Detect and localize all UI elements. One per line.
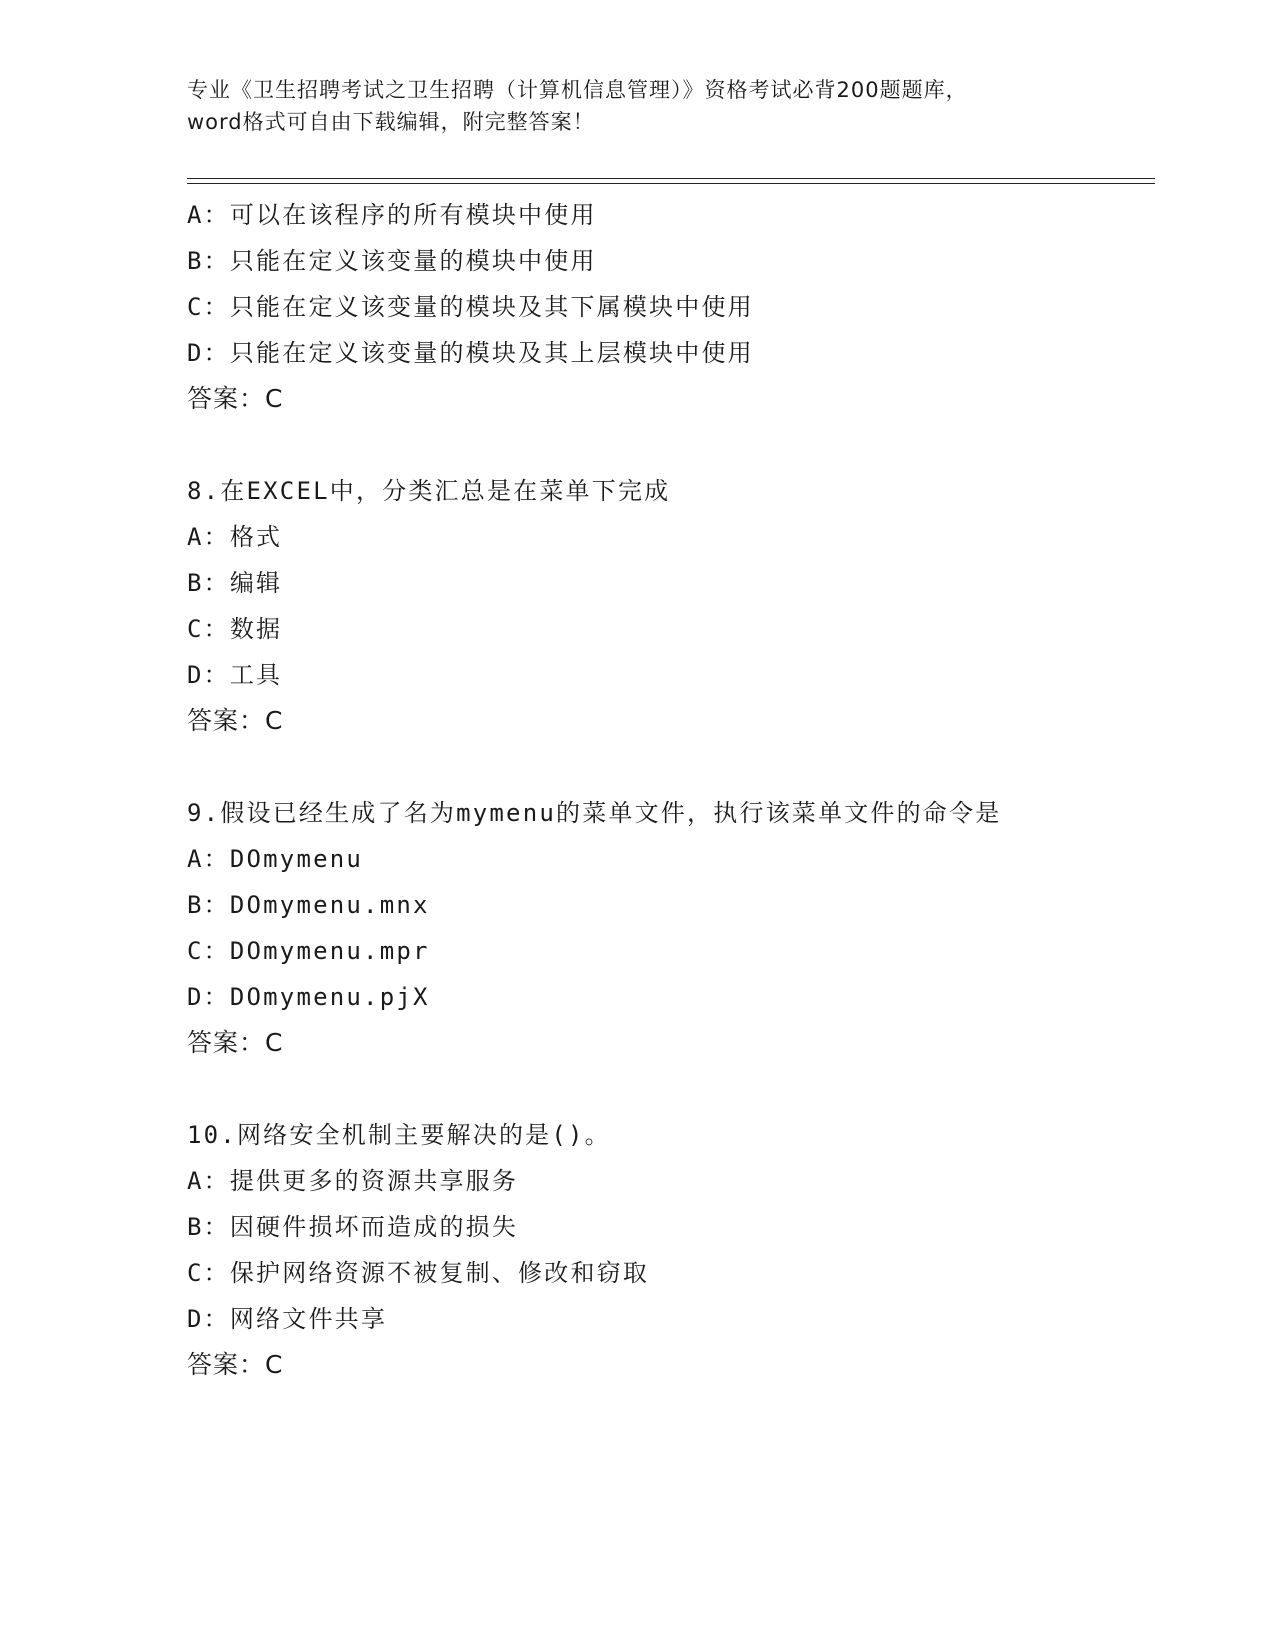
option-c: C：数据 bbox=[187, 615, 283, 643]
option-d: D：只能在定义该变量的模块及其上层模块中使用 bbox=[187, 339, 754, 367]
question-text: 10.网络安全机制主要解决的是()。 bbox=[187, 1121, 611, 1149]
option-b: B：编辑 bbox=[187, 569, 283, 597]
option-c: C：DOmymenu.mpr bbox=[187, 937, 430, 965]
option-a: A：DOmymenu bbox=[187, 845, 364, 873]
option-d: D：工具 bbox=[187, 661, 283, 689]
header-divider-bottom bbox=[187, 183, 1155, 184]
answer: 答案：C bbox=[187, 1350, 284, 1379]
option-c: C：保护网络资源不被复制、修改和窃取 bbox=[187, 1259, 650, 1287]
option-d: D：网络文件共享 bbox=[187, 1305, 388, 1333]
question-fragment bbox=[187, 192, 1147, 422]
answer: 答案：C bbox=[187, 706, 284, 735]
option-a: A：可以在该程序的所有模块中使用 bbox=[187, 201, 597, 229]
spacer bbox=[187, 422, 1147, 468]
question-list bbox=[187, 192, 1147, 1388]
question-10 bbox=[187, 1112, 1147, 1388]
header-divider-top bbox=[187, 178, 1155, 179]
option-b: B：只能在定义该变量的模块中使用 bbox=[187, 247, 597, 275]
header-line-1: 专业《卫生招聘考试之卫生招聘（计算机信息管理）》资格考试必背200题题库， bbox=[187, 78, 968, 102]
question-text: 9.假设已经生成了名为mymenu的菜单文件，执行该菜单文件的命令是 bbox=[187, 799, 1002, 827]
option-c: C：只能在定义该变量的模块及其下属模块中使用 bbox=[187, 293, 754, 321]
document-header bbox=[187, 74, 1087, 138]
option-a: A：格式 bbox=[187, 523, 283, 551]
question-9 bbox=[187, 790, 1147, 1066]
answer: 答案：C bbox=[187, 1028, 284, 1057]
answer: 答案：C bbox=[187, 384, 284, 413]
header-line-2: word格式可自由下载编辑，附完整答案！ bbox=[187, 110, 595, 134]
option-b: B：因硬件损坏而造成的损失 bbox=[187, 1213, 519, 1241]
spacer bbox=[187, 1066, 1147, 1112]
spacer bbox=[187, 744, 1147, 790]
option-b: B：DOmymenu.mnx bbox=[187, 891, 430, 919]
question-8 bbox=[187, 468, 1147, 744]
option-a: A：提供更多的资源共享服务 bbox=[187, 1167, 519, 1195]
option-d: D：DOmymenu.pjX bbox=[187, 983, 430, 1011]
question-text: 8.在EXCEL中，分类汇总是在菜单下完成 bbox=[187, 477, 671, 505]
